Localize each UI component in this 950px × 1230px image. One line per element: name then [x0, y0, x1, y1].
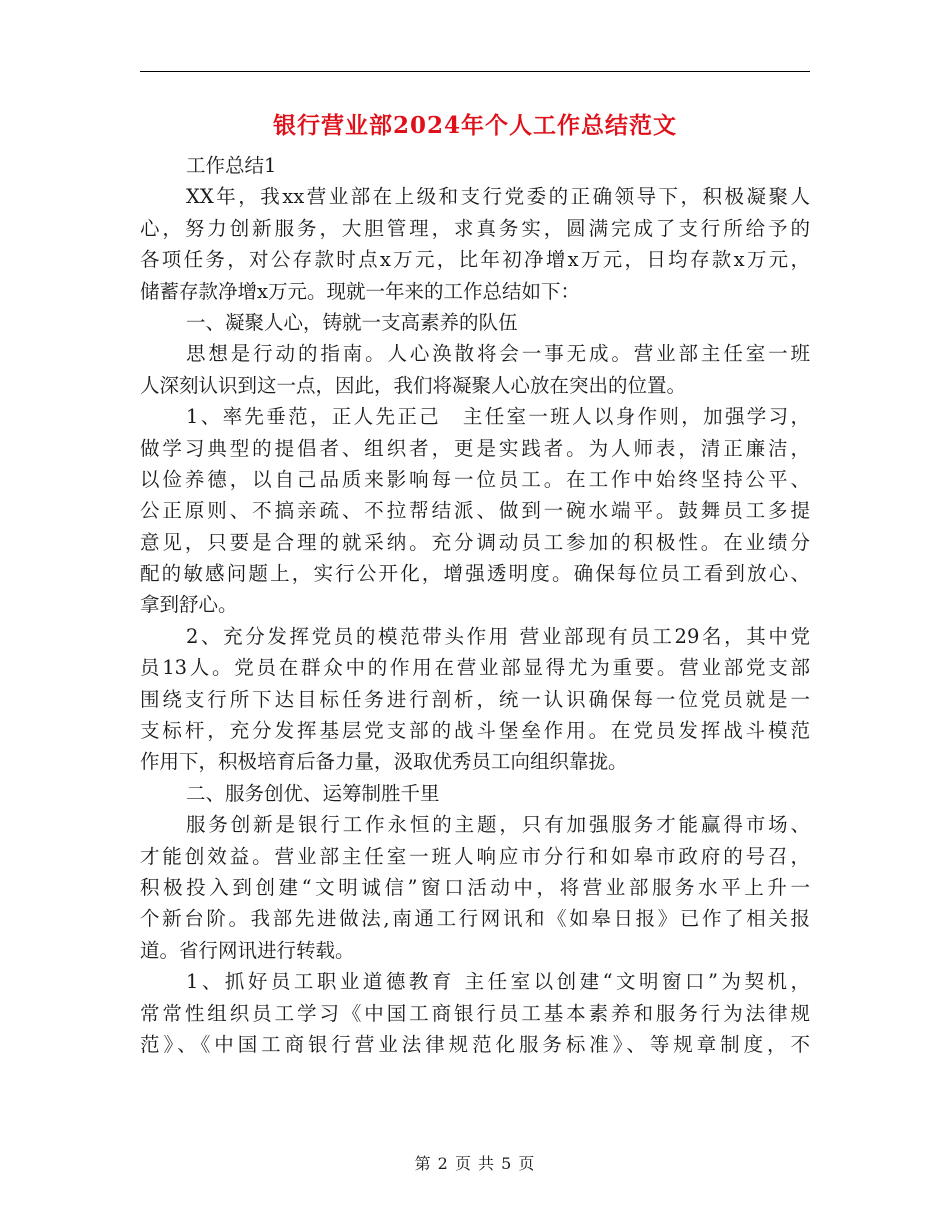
body-text-line: 积极投入到创建“文明诚信”窗口活动中，将营业部服务水平上升一 [140, 875, 810, 899]
body-text-line: 拿到舒心。 [140, 593, 238, 617]
page-number-footer: 第 2 页 共 5 页 [414, 1154, 536, 1173]
body-text-line: 1、率先垂范，正人先正己 主任室一班人以身作则，加强学习， [186, 405, 810, 429]
body-text-line: 一、凝聚人心，铸就一支高素养的队伍 [186, 310, 518, 334]
body-text-line: 工作总结1 [186, 154, 277, 177]
document-title: 银行营业部2024年个人工作总结范文 [272, 112, 677, 139]
body-text-line: 个新台阶。我部先进做法,南通工行网讯和《如皋日报》已作了相关报 [140, 907, 810, 931]
body-text-line: 思想是行动的指南。人心涣散将会一事无成。营业部主任室一班 [186, 342, 810, 366]
body-text-line: 才能创效益。营业部主任室一班人响应市分行和如皋市政府的号召， [140, 844, 810, 868]
header-rule [140, 71, 810, 72]
body-text-line: 以俭养德，以自己品质来影响每一位员工。在工作中始终坚持公平、 [140, 467, 810, 491]
body-text-line: XX年，我xx营业部在上级和支行党委的正确领导下，积极凝聚人 [186, 185, 810, 209]
body-text-line: 范》、《中国工商银行营业法律规范化服务标准》、等规章制度，不 [140, 1032, 810, 1056]
document-body [140, 150, 810, 1060]
body-text-line: 常常性组织员工学习《中国工商银行员工基本素养和服务行为法律规 [140, 1001, 810, 1025]
body-text-line: 支标杆，充分发挥基层党支部的战斗堡垒作用。在党员发挥战斗模范 [140, 719, 810, 743]
body-text-line: 做学习典型的提倡者、组织者，更是实践者。为人师表，清正廉洁， [140, 436, 810, 460]
body-text-line: 围绕支行所下达目标任务进行剖析，统一认识确保每一位党员就是一 [140, 687, 810, 711]
body-text-line: 二、服务创优、运筹制胜千里 [186, 781, 440, 805]
body-text-line: 公正原则、不搞亲疏、不拉帮结派、做到一碗水端平。鼓舞员工多提 [140, 499, 810, 523]
body-text-line: 服务创新是银行工作永恒的主题，只有加强服务才能赢得市场、 [186, 813, 810, 837]
body-text-line: 员13人。党员在群众中的作用在营业部显得尤为重要。营业部党支部 [140, 656, 810, 680]
body-text-line: 配的敏感问题上，实行公开化，增强透明度。确保每位员工看到放心、 [140, 562, 810, 586]
body-text-line: 作用下，积极培育后备力量，汲取优秀员工向组织靠拢。 [140, 750, 628, 774]
body-text-line: 道。省行网讯进行转载。 [140, 938, 355, 962]
body-text-line: 意见，只要是合理的就采纳。充分调动员工参加的积极性。在业绩分 [140, 530, 810, 554]
body-text-line: 2、充分发挥党员的模范带头作用 营业部现有员工29名，其中党 [186, 624, 810, 648]
body-text-line: 心，努力创新服务，大胆管理，求真务实，圆满完成了支行所给予的 [140, 216, 810, 240]
body-text-line: 1、抓好员工职业道德教育 主任室以创建“文明窗口”为契机， [186, 970, 810, 994]
body-text-line: 人深刻认识到这一点，因此，我们将凝聚人心放在突出的位置。 [140, 373, 687, 397]
body-text-line: 储蓄存款净增x万元。现就一年来的工作总结如下： [140, 279, 580, 303]
body-text-line: 各项任务，对公存款时点x万元，比年初净增x万元，日均存款x万元， [140, 248, 810, 272]
